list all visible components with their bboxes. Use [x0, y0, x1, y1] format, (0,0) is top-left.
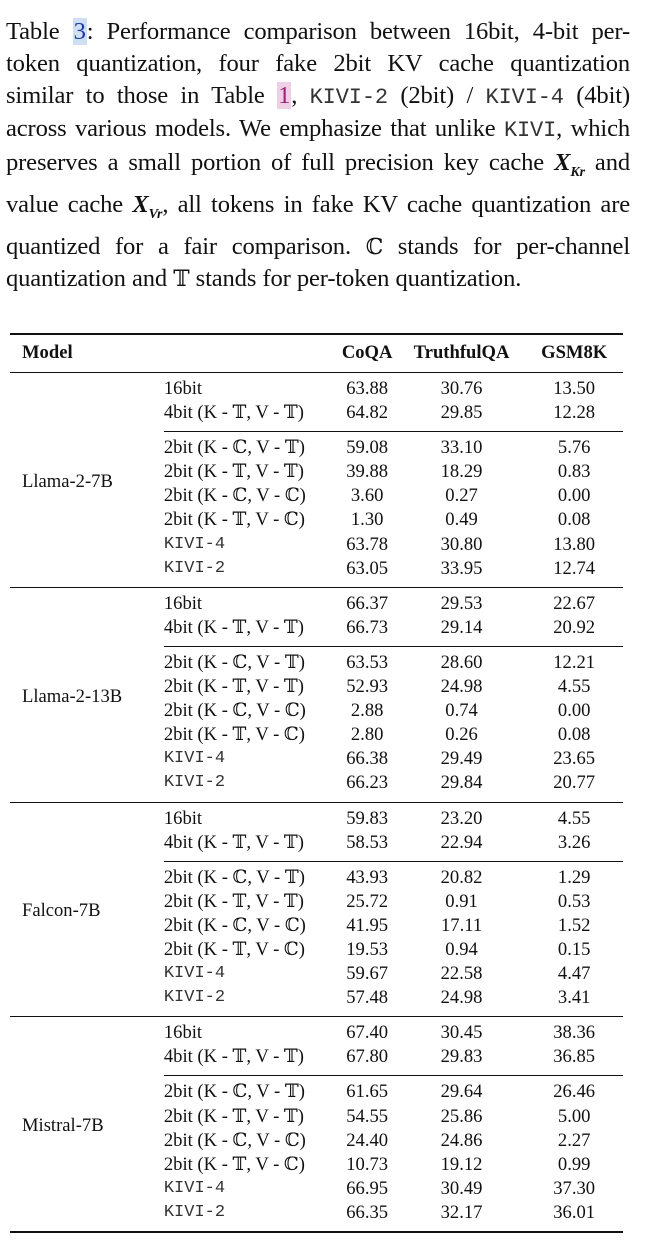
model-name: Falcon-7B — [22, 900, 101, 922]
truthfulqa-cell: 29.49 — [440, 748, 483, 770]
gsm8k-cell: 3.41 — [557, 987, 591, 1009]
coqa-cell: 3.60 — [350, 485, 384, 507]
method-cell: 4bit (K - 𝕋, V - 𝕋) — [163, 402, 304, 424]
method-cell: KIVI-2 — [163, 1202, 226, 1222]
header-truthfulqa: TruthfulQA — [413, 342, 510, 364]
method-cell: 2bit (K - ℂ, V - ℂ) — [163, 1129, 306, 1151]
caption-kivi2: KIVI-2 — [309, 84, 388, 110]
gsm8k-cell: 5.00 — [557, 1105, 591, 1127]
truthfulqa-cell: 0.26 — [445, 724, 478, 746]
truthfulqa-cell: 23.20 — [440, 807, 483, 829]
truthfulqa-cell: 33.95 — [440, 557, 483, 579]
gsm8k-cell: 37.30 — [553, 1177, 596, 1199]
gsm8k-cell: 13.50 — [553, 378, 596, 399]
method-cell: 2bit (K - ℂ, V - 𝕋) — [163, 1081, 305, 1103]
method-cell: KIVI-4 — [163, 964, 226, 984]
gsm8k-cell: 22.67 — [553, 592, 596, 614]
method-cell: 2bit (K - 𝕋, V - 𝕋) — [163, 461, 304, 483]
coqa-cell: 66.23 — [346, 772, 389, 794]
coqa-cell: 39.88 — [346, 461, 389, 483]
coqa-cell: 59.08 — [346, 437, 389, 459]
gsm8k-cell: 2.27 — [557, 1129, 591, 1151]
method-cell: 2bit (K - 𝕋, V - 𝕋) — [163, 890, 304, 912]
coqa-cell: 43.93 — [346, 866, 389, 888]
gsm8k-cell: 3.26 — [557, 831, 591, 853]
caption-text-2: , — [291, 81, 310, 109]
truthfulqa-cell: 33.10 — [440, 437, 483, 459]
gsm8k-cell: 38.36 — [553, 1022, 596, 1044]
gsm8k-cell: 4.55 — [557, 676, 591, 698]
coqa-cell: 25.72 — [346, 890, 389, 912]
coqa-cell: 67.80 — [346, 1046, 389, 1068]
coqa-cell: 63.78 — [346, 533, 389, 555]
coqa-cell: 66.38 — [346, 748, 389, 770]
caption-kivi: KIVI — [503, 118, 557, 144]
coqa-cell: 66.95 — [346, 1177, 389, 1199]
gsm8k-cell: 13.80 — [553, 533, 596, 555]
truthfulqa-cell: 18.29 — [440, 461, 483, 483]
method-cell: 4bit (K - 𝕋, V - 𝕋) — [163, 831, 304, 853]
method-cell: 2bit (K - ℂ, V - ℂ) — [163, 914, 306, 936]
coqa-cell: 63.88 — [346, 378, 389, 399]
coqa-cell: 52.93 — [346, 676, 389, 698]
coqa-cell: 66.37 — [346, 592, 389, 614]
method-cell: 4bit (K - 𝕋, V - 𝕋) — [163, 1046, 304, 1068]
coqa-cell: 66.35 — [346, 1201, 389, 1223]
method-cell: KIVI-2 — [163, 988, 226, 1008]
table-row — [10, 802, 623, 831]
header-method — [164, 334, 337, 373]
gsm8k-cell: 0.00 — [557, 485, 591, 507]
table-ref-link-2[interactable]: 1 — [278, 81, 291, 109]
method-cell: 2bit (K - 𝕋, V - ℂ) — [163, 1153, 305, 1175]
gsm8k-cell: 0.99 — [557, 1153, 591, 1175]
coqa-cell: 2.80 — [350, 724, 384, 746]
coqa-cell: 10.73 — [346, 1153, 389, 1175]
coqa-cell: 54.55 — [346, 1105, 389, 1127]
method-cell: 2bit (K - 𝕋, V - ℂ) — [163, 724, 305, 746]
gsm8k-cell: 12.74 — [553, 557, 596, 579]
caption-text-7: , all tokens in fake KV cache quantization are quantized for a fair comparison. — [6, 190, 630, 260]
caption-text-6: and value cache — [6, 149, 630, 218]
truthfulqa-cell: 20.82 — [440, 866, 483, 888]
method-cell: 2bit (K - ℂ, V - 𝕋) — [163, 866, 305, 888]
table-header-row — [10, 334, 623, 373]
truthfulqa-cell: 30.45 — [440, 1022, 483, 1044]
gsm8k-cell: 36.85 — [553, 1046, 596, 1068]
method-cell: 4bit (K - 𝕋, V - 𝕋) — [163, 616, 304, 638]
results-table — [10, 333, 623, 1233]
truthfulqa-cell: 17.11 — [440, 914, 483, 936]
coqa-cell: 24.40 — [346, 1129, 389, 1151]
gsm8k-cell: 4.47 — [557, 963, 591, 985]
gsm8k-cell: 12.21 — [553, 651, 596, 673]
caption-text-9: stands for per-token quantization. — [189, 265, 522, 293]
coqa-cell: 58.53 — [346, 831, 389, 853]
gsm8k-cell: 0.08 — [557, 509, 591, 531]
math-xv: $X_{Vr}$ — [132, 190, 163, 222]
symbol-t: 𝕋 — [173, 267, 190, 293]
coqa-cell: 63.05 — [346, 557, 389, 579]
table-row — [10, 1017, 623, 1046]
table-row — [10, 587, 623, 616]
table-row — [10, 373, 623, 402]
truthfulqa-cell: 0.74 — [445, 700, 478, 722]
caption-kivi4: KIVI-4 — [485, 84, 564, 110]
method-cell: 2bit (K - ℂ, V - ℂ) — [163, 700, 306, 722]
coqa-cell: 59.83 — [346, 807, 389, 829]
coqa-cell: 41.95 — [346, 914, 389, 936]
truthfulqa-cell: 19.12 — [440, 1153, 483, 1175]
coqa-cell: 1.30 — [350, 509, 384, 531]
coqa-cell: 57.48 — [346, 987, 389, 1009]
truthfulqa-cell: 25.86 — [440, 1105, 483, 1127]
method-cell: KIVI-4 — [163, 534, 226, 554]
method-cell: 2bit (K - ℂ, V - ℂ) — [163, 485, 306, 507]
truthfulqa-cell: 29.14 — [440, 616, 483, 638]
truthfulqa-cell: 30.76 — [440, 378, 483, 399]
truthfulqa-cell: 28.60 — [440, 651, 483, 673]
gsm8k-cell: 20.77 — [553, 772, 596, 794]
model-name: Llama-2-13B — [22, 685, 123, 707]
table-caption — [6, 16, 630, 296]
gsm8k-cell: 0.83 — [557, 461, 591, 483]
method-cell: KIVI-2 — [163, 558, 226, 578]
method-cell: KIVI-4 — [163, 749, 226, 769]
coqa-cell: 67.40 — [346, 1022, 389, 1044]
method-cell: KIVI-4 — [163, 1178, 226, 1198]
gsm8k-cell: 1.29 — [557, 866, 591, 888]
truthfulqa-cell: 0.94 — [445, 938, 478, 960]
truthfulqa-cell: 29.85 — [440, 402, 483, 424]
truthfulqa-cell: 30.49 — [440, 1177, 483, 1199]
caption-text-8: stands for per-channel quantization and — [6, 232, 630, 293]
gsm8k-cell: 0.15 — [557, 938, 591, 960]
coqa-cell: 66.73 — [346, 616, 389, 638]
method-cell: 2bit (K - 𝕋, V - ℂ) — [163, 938, 305, 960]
gsm8k-cell: 26.46 — [553, 1081, 596, 1103]
truthfulqa-cell: 24.98 — [440, 676, 483, 698]
method-cell: 16bit — [163, 592, 203, 614]
coqa-cell: 19.53 — [346, 938, 389, 960]
caption-text-3: (2bit) / — [387, 81, 486, 109]
gsm8k-cell: 0.00 — [557, 700, 591, 722]
caption-text-1: : Performance comparison between 16bit, 4-bit per-token quantization, four fake 2bit KV cache quantization similar to those in Table — [6, 18, 630, 109]
truthfulqa-cell: 30.80 — [440, 533, 483, 555]
method-cell: KIVI-2 — [163, 773, 226, 793]
method-cell: 2bit (K - 𝕋, V - ℂ) — [163, 509, 305, 531]
caption-text-4: (4bit) across various models. We emphasize that unlike — [6, 81, 630, 143]
truthfulqa-cell: 0.27 — [445, 485, 478, 507]
model-name: Llama-2-7B — [22, 470, 113, 492]
method-cell: 2bit (K - 𝕋, V - 𝕋) — [163, 1105, 304, 1127]
symbol-c: ℂ — [365, 234, 384, 260]
math-xk: $X_{Kr}$ — [554, 149, 585, 181]
method-cell: 16bit — [163, 378, 203, 399]
truthfulqa-cell: 29.83 — [440, 1046, 483, 1068]
method-cell: 2bit (K - ℂ, V - 𝕋) — [163, 437, 305, 459]
method-cell: 2bit (K - 𝕋, V - 𝕋) — [163, 676, 304, 698]
truthfulqa-cell: 22.94 — [440, 831, 483, 853]
gsm8k-cell: 23.65 — [553, 748, 596, 770]
truthfulqa-cell: 0.49 — [445, 509, 478, 531]
coqa-cell: 61.65 — [346, 1081, 389, 1103]
model-name: Mistral-7B — [22, 1115, 104, 1137]
truthfulqa-cell: 29.84 — [440, 772, 483, 794]
truthfulqa-cell: 24.98 — [440, 987, 483, 1009]
header-coqa: CoQA — [341, 342, 393, 364]
table-body — [10, 373, 623, 1233]
truthfulqa-cell: 29.64 — [440, 1081, 483, 1103]
truthfulqa-cell: 29.53 — [440, 592, 483, 614]
gsm8k-cell: 4.55 — [557, 807, 591, 829]
coqa-cell: 59.67 — [346, 963, 389, 985]
method-cell: 16bit — [163, 807, 203, 829]
header-model: Model — [22, 342, 73, 364]
header-gsm8k: GSM8K — [541, 342, 608, 364]
coqa-cell: 64.82 — [346, 402, 389, 424]
gsm8k-cell: 12.28 — [553, 402, 596, 424]
truthfulqa-cell: 32.17 — [440, 1201, 483, 1223]
gsm8k-cell: 36.01 — [553, 1201, 596, 1223]
coqa-cell: 63.53 — [346, 651, 389, 673]
coqa-cell: 2.88 — [350, 700, 384, 722]
gsm8k-cell: 1.52 — [557, 914, 591, 936]
method-cell: 2bit (K - ℂ, V - 𝕋) — [163, 651, 305, 673]
truthfulqa-cell: 22.58 — [440, 963, 483, 985]
truthfulqa-cell: 24.86 — [440, 1129, 483, 1151]
method-cell: 16bit — [163, 1022, 203, 1044]
gsm8k-cell: 5.76 — [557, 437, 591, 459]
truthfulqa-cell: 0.91 — [445, 890, 478, 912]
table-ref-link[interactable]: 3 — [73, 18, 86, 45]
gsm8k-cell: 0.53 — [557, 890, 591, 912]
gsm8k-cell: 20.92 — [553, 616, 596, 638]
caption-label: Table — [6, 18, 73, 45]
gsm8k-cell: 0.08 — [557, 724, 591, 746]
caption-text-5: , which preserves a small portion of full precision key cache — [6, 115, 630, 177]
